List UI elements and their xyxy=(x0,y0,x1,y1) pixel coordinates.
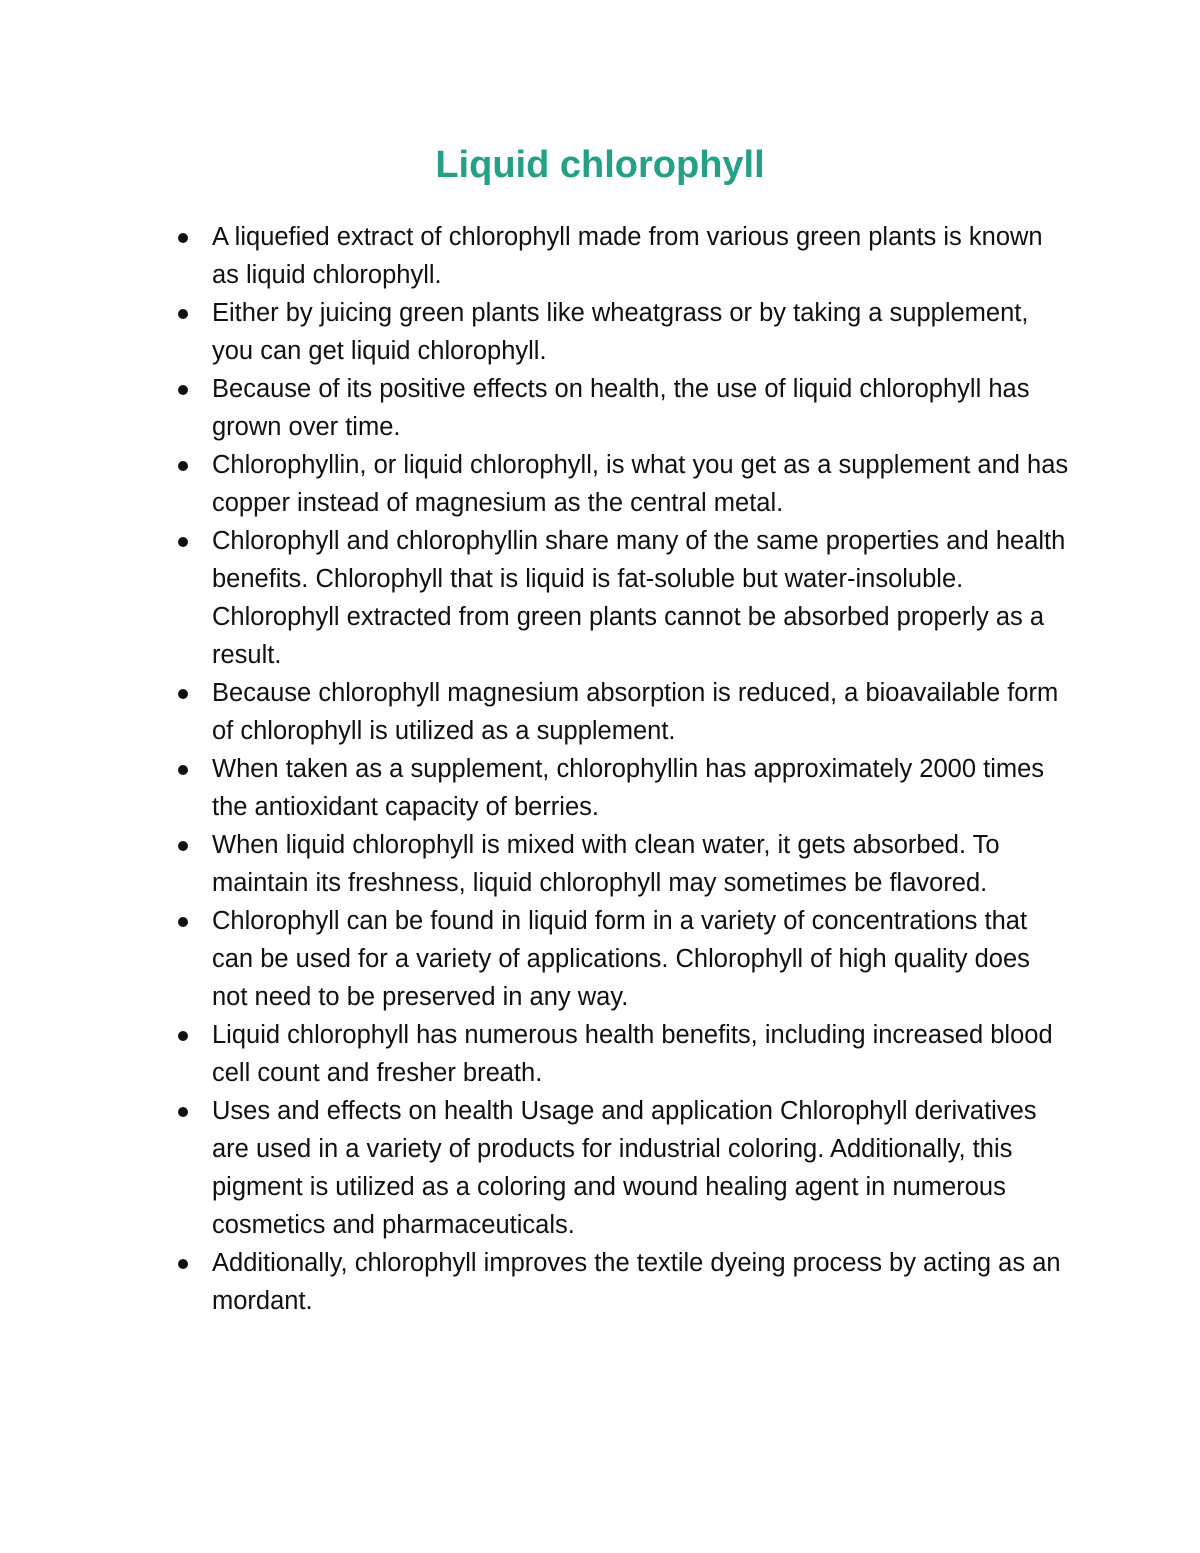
bullet-dot-icon xyxy=(178,537,188,547)
bullet-text: Liquid chlorophyll has numerous health benefits, including increased blood cell count and fresher breath. xyxy=(212,1021,1053,1087)
bullet-dot-icon xyxy=(178,689,188,699)
document-title: Liquid chlorophyll xyxy=(435,144,765,186)
bullet-dot-icon xyxy=(178,1259,188,1269)
bullet-text: Chlorophyll can be found in liquid form in a variety of concentrations that can be used for a variety of applications. Chlorophyll of high quality does not need to be preserved in any way. xyxy=(212,907,1030,1011)
bullet-item xyxy=(212,1016,1072,1092)
bullet-dot-icon xyxy=(178,385,188,395)
bullet-dot-icon xyxy=(178,309,188,319)
bullet-text: Either by juicing green plants like wheatgrass or by taking a supplement, you can get liquid chlorophyll. xyxy=(212,299,1029,365)
bullet-text: Chlorophyllin, or liquid chlorophyll, is what you get as a supplement and has copper instead of magnesium as the central metal. xyxy=(212,451,1069,517)
bullet-text: Because of its positive effects on health, the use of liquid chlorophyll has grown over time. xyxy=(212,375,1030,441)
bullet-item xyxy=(212,902,1072,1016)
bullet-list xyxy=(212,218,1072,1320)
bullet-text: Uses and effects on health Usage and application Chlorophyll derivatives are used in a variety of products for industrial coloring. Additionally, this pigment is utilized as a coloring and wound healing agent in numerous cosmetics and pharmaceuticals. xyxy=(212,1097,1037,1239)
bullet-text: Chlorophyll and chlorophyllin share many of the same properties and health benefits. Chlorophyll that is liquid is fat-soluble but water-insoluble. Chlorophyll extracted from green plants cannot be absorbed properly as a result. xyxy=(212,527,1066,669)
bullet-item xyxy=(212,1244,1072,1320)
bullet-item xyxy=(212,1092,1072,1244)
bullet-text: When taken as a supplement, chlorophyllin has approximately 2000 times the antioxidant capacity of berries. xyxy=(212,755,1045,821)
bullet-text: Because chlorophyll magnesium absorption is reduced, a bioavailable form of chlorophyll is utilized as a supplement. xyxy=(212,679,1059,745)
bullet-item xyxy=(212,522,1072,674)
bullet-item xyxy=(212,294,1072,370)
bullet-item xyxy=(212,750,1072,826)
bullet-dot-icon xyxy=(178,765,188,775)
bullet-dot-icon xyxy=(178,1031,188,1041)
bullet-text: When liquid chlorophyll is mixed with clean water, it gets absorbed. To maintain its freshness, liquid chlorophyll may sometimes be flavored. xyxy=(212,831,1000,897)
bullet-item xyxy=(212,218,1072,294)
bullet-item xyxy=(212,446,1072,522)
bullet-dot-icon xyxy=(178,1107,188,1117)
bullet-dot-icon xyxy=(178,917,188,927)
bullet-text: A liquefied extract of chlorophyll made from various green plants is known as liquid chlorophyll. xyxy=(212,223,1043,289)
bullet-dot-icon xyxy=(178,461,188,471)
bullet-item xyxy=(212,674,1072,750)
bullet-dot-icon xyxy=(178,233,188,243)
bullet-dot-icon xyxy=(178,841,188,851)
bullet-item xyxy=(212,370,1072,446)
bullet-item xyxy=(212,826,1072,902)
bullet-text: Additionally, chlorophyll improves the textile dyeing process by acting as an mordant. xyxy=(212,1249,1061,1315)
